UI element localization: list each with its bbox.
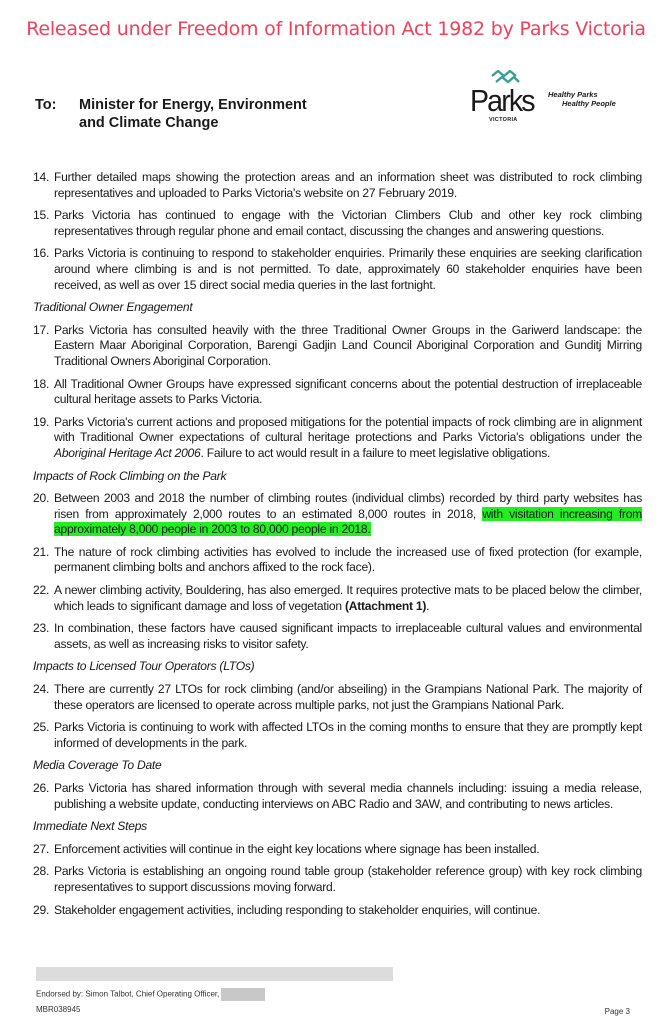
item-text: Between 2003 and 2018 the number of climbing routes (individual climbs) recorded by third party websites has risen from approximately 2,000 routes to an estimated 8,000 routes in 2018, (54, 491, 642, 521)
numbered-item (33, 415, 642, 462)
item-text: In combination, these factors have caused significant impacts to irreplaceable cultural values and environmental assets, as well as increasing risks to visitor safety. (54, 621, 642, 651)
item-number: 22. (33, 583, 50, 598)
to-label: To: (35, 97, 57, 113)
section-heading: Impacts of Rock Climbing on the Park (33, 468, 227, 483)
item-text: Parks Victoria is establishing an ongoing round table group (stakeholder reference group) with key rock climbing representatives to support discussions moving forward. (54, 864, 642, 894)
item-text: Parks Victoria's current actions and proposed mitigations for the potential impacts of rock climbing are in alignment with Traditional Owner expectations of cultural heritage protections and Parks Victoria's obligations under the (54, 414, 642, 445)
logo-tagline-1: Healthy Parks (548, 90, 598, 99)
numbered-item (33, 864, 642, 895)
item-number: 14. (33, 170, 50, 184)
item-text: Parks Victoria is continuing to work with affected LTOs in the coming months to ensure that they are promptly kept informed of developments in the park. (54, 720, 642, 750)
numbered-item (33, 208, 642, 239)
numbered-item (33, 903, 642, 919)
item-number: 19. (33, 414, 50, 429)
logo-subtitle: VICTORIA (489, 117, 518, 123)
item-text: The nature of rock climbing activities has evolved to include the increased use of fixed protection (for example, permanent climbing bolts and anchors affixed to the rock face). (54, 544, 642, 575)
recipient-name: Minister for Energy, Environment and Climate Change (79, 97, 307, 131)
parks-victoria-logo (470, 70, 650, 126)
item-number: 28. (33, 864, 50, 879)
section-heading: Impacts to Licensed Tour Operators (LTOs) (33, 659, 255, 674)
item-number: 25. (33, 720, 50, 735)
numbered-item (33, 491, 642, 538)
item-text: There are currently 27 LTOs for rock climbing (and/or abseiling) in the Grampians National Park. The majority of these operators are licensed to operate across multiple parks, not just the Grampians National Park. (54, 682, 642, 712)
item-text: Parks Victoria has continued to engage with the Victorian Climbers Club and other key rock climbing representatives through regular phone and email contact, discussing the changes and answering questions. (54, 208, 642, 238)
section-heading: Media Coverage To Date (33, 758, 162, 773)
item-text: Parks Victoria is continuing to respond to stakeholder enquiries. Primarily these enquiries are seeking clarification around where climbing is and is not permitted. To date, approximately 60 stakeholder enquiries have been received, as well as over 15 direct social media queries in the last fortnight. (54, 246, 642, 292)
waves-icon (490, 70, 520, 84)
numbered-item (33, 682, 642, 713)
numbered-item (33, 246, 642, 293)
numbered-item (33, 323, 642, 370)
item-text: Enforcement activities will continue in the eight key locations where signage has been installed. (54, 841, 540, 856)
redaction-bar (36, 967, 393, 981)
document-body (33, 170, 642, 925)
item-text-end: . (426, 598, 430, 613)
item-text: Parks Victoria has consulted heavily with the three Traditional Owner Groups in the Gariwerd landscape: the Eastern Maar Aboriginal Corporation, Barengi Gadjin Land Council Aboriginal Corporation and Gunditj Mirring Traditional Owners Aboriginal Corporation. (54, 322, 642, 368)
endorsed-by (36, 988, 265, 1001)
numbered-item (33, 781, 642, 812)
item-number: 29. (33, 902, 50, 917)
page-number: Page 3 (604, 1007, 630, 1016)
logo-wordmark: Parks (470, 83, 534, 118)
item-text: All Traditional Owner Groups have expressed significant concerns about the potential destruction of irreplaceable cultural heritage assets to Parks Victoria. (54, 376, 642, 407)
numbered-item (33, 170, 642, 201)
item-text: Further detailed maps showing the protection areas and an information sheet was distributed to rock climbing representatives and uploaded to Parks Victoria's website on 27 February 2019. (54, 170, 642, 200)
item-number: 26. (33, 781, 50, 795)
attachment-reference: (Attachment 1) (344, 598, 427, 613)
item-text: Parks Victoria has shared information through with several media channels including: issuing a media release, publishing a website update, conducting interviews on ABC Radio and 3AW, and contributing to news articles. (54, 781, 642, 811)
item-text: A newer climbing activity, Bouldering, has also emerged. It requires protective mats to be placed below the climber, which leads to significant damage and loss of vegetation (54, 583, 642, 613)
item-text: Stakeholder engagement activities, including responding to stakeholder enquiries, will continue. (54, 902, 541, 917)
item-number: 24. (33, 682, 50, 697)
item-number: 18. (33, 376, 50, 391)
item-number: 23. (33, 621, 50, 636)
section-heading: Immediate Next Steps (33, 819, 147, 834)
logo-tagline-2: Healthy People (562, 99, 616, 108)
item-number: 27. (33, 841, 50, 856)
item-number: 15. (33, 208, 50, 223)
item-number: 20. (33, 491, 50, 506)
numbered-item (33, 583, 642, 614)
item-text-end: . Failure to act would result in a failure to meet legislative obligations. (200, 445, 551, 460)
endorsed-text: Endorsed by: Simon Talbot, Chief Operating Officer, (36, 989, 220, 999)
numbered-item (33, 377, 642, 408)
section-heading: Traditional Owner Engagement (33, 300, 193, 315)
foi-release-banner: Released under Freedom of Information Act 1982 by Parks Victoria (26, 18, 646, 40)
redaction-box (221, 988, 265, 1001)
numbered-item (33, 842, 642, 858)
item-number: 16. (33, 246, 50, 261)
highlighted-text: with visitation increasing from approximately 8,000 people in 2003 to 80,000 people in 2018. (54, 506, 643, 537)
document-reference: MBR038945 (36, 1005, 81, 1014)
numbered-item (33, 720, 642, 751)
numbered-item (33, 621, 642, 652)
act-title: Aboriginal Heritage Act 2006 (54, 445, 201, 460)
item-number: 17. (33, 322, 50, 337)
numbered-item (33, 545, 642, 576)
item-number: 21. (33, 544, 50, 559)
